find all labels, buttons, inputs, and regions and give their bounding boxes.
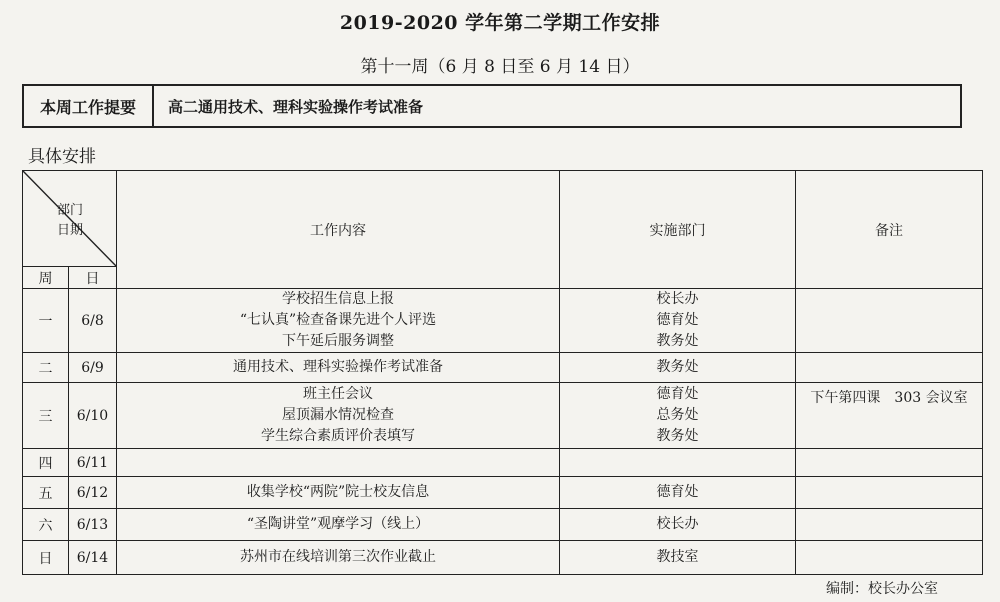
section-label: 具体安排: [28, 147, 96, 167]
week-cell: 四: [23, 449, 69, 477]
diagonal-header-labels: [57, 201, 83, 241]
table-row: [23, 289, 983, 353]
table-row: [23, 509, 983, 541]
header-row: [23, 171, 983, 267]
dept-item: 教技室: [656, 549, 699, 565]
dept-cell: [560, 541, 796, 575]
table-row: [23, 477, 983, 509]
table-row: [23, 541, 983, 575]
content-cell: [117, 383, 560, 449]
schedule-table: [22, 170, 983, 575]
content-cell: [117, 509, 560, 541]
week-cell: 一: [23, 289, 69, 353]
summary-content: 高二通用技术、理科实验操作考试准备: [168, 97, 424, 116]
week-cell: 三: [23, 383, 69, 449]
notes-cell: [796, 541, 983, 575]
content-cell: [117, 541, 560, 575]
table-row: [23, 353, 983, 383]
header-week: 周: [23, 267, 69, 289]
dept-item: 总务处: [656, 407, 699, 423]
header-notes: 备注: [796, 171, 983, 289]
content-item: 通用技术、理科实验操作考试准备: [233, 359, 443, 375]
date-cell: 6/13: [69, 509, 117, 541]
notes-cell: [796, 289, 983, 353]
dept-item: 校长办: [656, 291, 699, 307]
date-cell: 6/8: [69, 289, 117, 353]
content-item: 学校招生信息上报: [282, 291, 394, 307]
content-cell: [117, 477, 560, 509]
notes-cell: [796, 449, 983, 477]
date-cell: 6/10: [69, 383, 117, 449]
dept-cell: [560, 383, 796, 449]
content-item: 班主任会议: [303, 386, 373, 402]
dept-item: 教务处: [656, 359, 699, 375]
dept-cell: [560, 509, 796, 541]
notes-cell: 下午第四课 303 会议室: [796, 383, 983, 449]
date-cell: 6/14: [69, 541, 117, 575]
dept-item: 德育处: [656, 484, 699, 500]
schedule-body: [23, 289, 983, 575]
document-title: 2019-2020 学年第二学期工作安排: [339, 12, 661, 34]
notes-cell: [796, 353, 983, 383]
header-day: 日: [69, 267, 117, 289]
dept-item: 教务处: [656, 428, 699, 444]
content-item: 屋顶漏水情况检查: [282, 407, 394, 423]
notes-cell: [796, 509, 983, 541]
dept-cell: [560, 353, 796, 383]
date-cell: 6/9: [69, 353, 117, 383]
week-cell: 二: [23, 353, 69, 383]
week-cell: 日: [23, 541, 69, 575]
content-item: 苏州市在线培训第三次作业截止: [240, 549, 436, 565]
table-row: [23, 449, 983, 477]
diagonal-header-cell: [23, 171, 117, 267]
header-content: 工作内容: [117, 171, 560, 289]
date-cell: 6/11: [69, 449, 117, 477]
dept-cell: [560, 449, 796, 477]
content-item: 学生综合素质评价表填写: [261, 428, 415, 444]
dept-diag-label: 部门: [57, 203, 84, 218]
dept-cell: [560, 289, 796, 353]
table-row: [23, 383, 983, 449]
dept-item: 校长办: [656, 516, 699, 532]
header-dept: 实施部门: [560, 171, 796, 289]
dept-item: 德育处: [656, 312, 699, 328]
week-cell: 六: [23, 509, 69, 541]
content-cell: [117, 449, 560, 477]
content-item: 收集学校“两院”院士校友信息: [246, 484, 430, 500]
week-subtitle: 第十一周（6 月 8 日至 6 月 14 日）: [360, 57, 640, 77]
content-cell: [117, 353, 560, 383]
dept-item: 教务处: [656, 333, 699, 349]
weekly-summary-box: [22, 84, 962, 128]
date-cell: 6/12: [69, 477, 117, 509]
notes-cell: [796, 477, 983, 509]
content-item: 下午延后服务调整: [282, 333, 394, 349]
dept-cell: [560, 477, 796, 509]
summary-label: 本周工作提要: [24, 86, 154, 126]
content-item: “圣陶讲堂”观摩学习（线上）: [246, 516, 430, 532]
content-item: “七认真”检查备课先进个人评选: [239, 312, 437, 328]
content-cell: [117, 289, 560, 353]
footer-compiler: 编制：校长办公室: [826, 581, 938, 597]
date-diag-label: 日期: [57, 223, 84, 238]
week-cell: 五: [23, 477, 69, 509]
dept-item: 德育处: [656, 386, 699, 402]
